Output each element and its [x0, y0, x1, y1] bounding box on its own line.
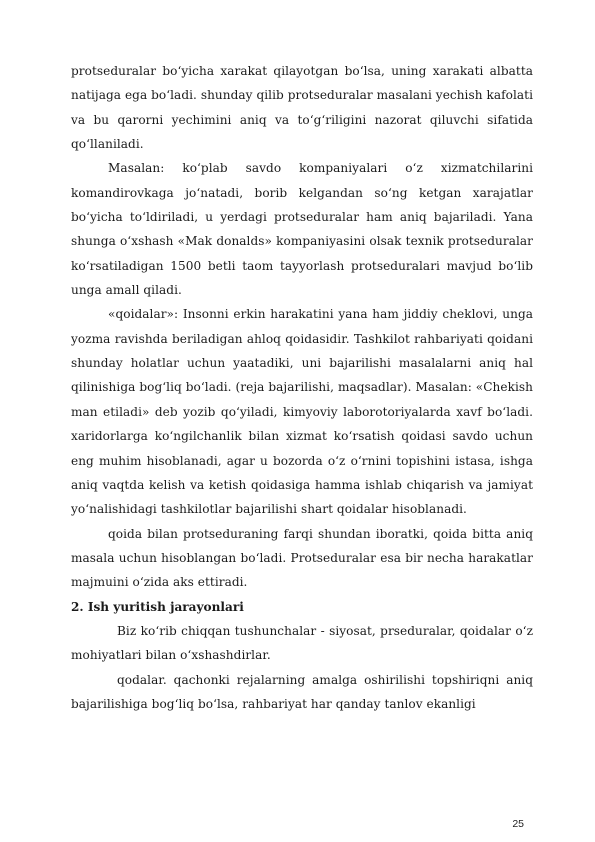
paragraph-rule-vs-procedure: qoida bilan protseduraning farqi shundan iboratki, qoida bitta aniq masala uchun hisoblangan bo‘ladi. Protseduralar esa bir necha harakatlar majmuini o‘zida aks ettiradi. [71, 526, 533, 590]
paragraph-concepts: Biz ko‘rib chiqqan tushunchalar - siyosat, prseduralar, qoidalar o‘z mohiyatlari bilan o‘xshashdirlar. [71, 623, 533, 663]
paragraph-rules: «qoidalar»: Insonni erkin harakatini yana ham jiddiy cheklovi, unga yozma ravishda beriladigan ahloq qoidasidir. Tashkilot rahbariyati qoidani shunday holatlar uchun yaatadiki, uni bajarilishi masalalarni aniq hal qilinishiga bog‘liq bo‘ladi. (reja bajarilishi, maqsadlar). Masalan: «Chekish man etiladi» deb yozib qo‘yiladi, kimyoviy laborotoriyalarda xavf bo‘ladi. xaridorlarga ko‘ngilchanlik bilan xizmat ko‘rsatish qoidasi savdo uchun eng muhim hisoblanadi, agar u bozorda o‘z o‘rnini topishini istasa, ishga aniq vaqtda kelish va ketish qoidasiga hamma ishlab chiqarish va jamiyat yo‘nalishidagi tashkilotlar bajarilishi shart qoidalar hisoblanadi. [71, 307, 533, 517]
document-page [71, 59, 533, 716]
paragraph-example-companies: Masalan: ko‘plab savdo kompaniyalari o‘z xizmatchilarini komandirovkaga jo‘natadi, borib kelgandan so‘ng ketgan xarajatlar bo‘yicha to‘ldiriladi, u yerdagi protseduralar ham aniq bajariladi. Yana shunga o‘xshash «Mak donalds» kompaniyasini olsak texnik protseduralar ko‘rsatiladigan 1500 betli taom tayyorlash protseduralari mavjud bo‘lib unga amall qiladi. [71, 161, 533, 298]
page-number: 25 [512, 818, 524, 830]
section-heading: 2. Ish yuritish jarayonlari [71, 599, 244, 614]
paragraph-rules-plans: qodalar. qachonki rejalarning amalga oshirilishi topshiriqni aniq bajarilishiga bog‘liq bo‘lsa, rahbariyat har qanday tanlov ekanligi [71, 672, 533, 711]
paragraph-continuation: protseduralar bo‘yicha xarakat qilayotgan bo‘lsa, uning xarakati albatta natijaga ega bo‘ladi. shunday qilib protseduralar masalani yechish kafolati va bu qarorni yechimini aniq va to‘g‘riligini nazorat qiluvchi sifatida qo‘llaniladi. [71, 64, 533, 152]
